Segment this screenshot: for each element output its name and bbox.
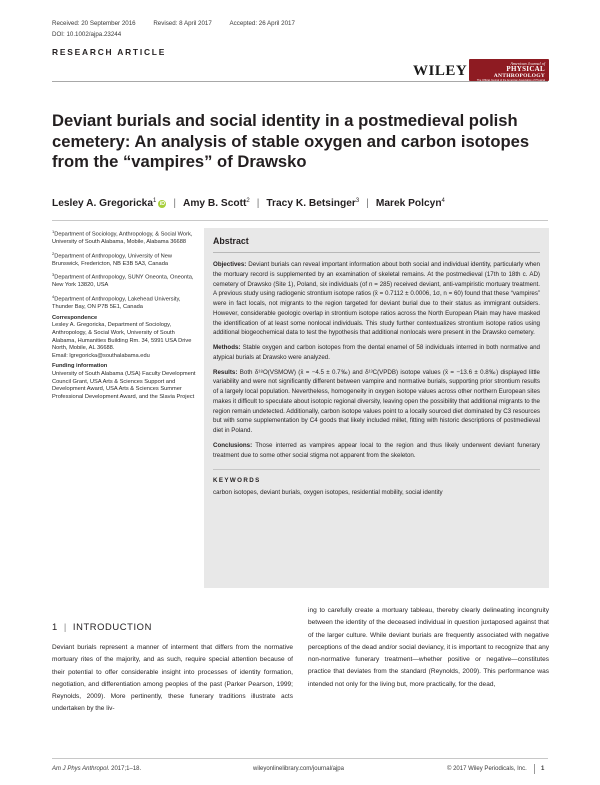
correspondence-email[interactable]: Email: lgregoricka@southalabama.edu [52, 352, 150, 359]
affiliation: $^2$Department of Anthropology, University of New Brunswick, Fredericton, NB E3B 5A3, Canada [52, 250, 173, 267]
section-heading-introduction [52, 621, 152, 632]
funding-heading: Funding information [52, 363, 108, 370]
author-separator: | [366, 198, 369, 209]
section-separator: | [63, 621, 67, 632]
affiliation: $^3$Department of Anthropology, SUNY Oneonta, Oneonta, New York 13820, USA [52, 272, 194, 289]
footer-divider [52, 758, 548, 759]
affiliations-column [52, 228, 198, 401]
author-list [52, 198, 445, 209]
journal-logo-line2: PHYSICAL [506, 65, 545, 73]
article-type-label: RESEARCH ARTICLE [52, 47, 167, 57]
abstract-objectives: Objectives: Deviant burials can reveal important information about both social and individual identity, particularly when the mortuary record is supplemented by an examination of skeletal remains. At the postmedieval (17th to 18th c. AD) cemetery of Drawsko (Site 1), Poland, six individuals (of n = 285) received deviant, anti-vampiristic mortuary treatment. A previous study using radiogenic strontium isotope ratios (x̄ = 0.7112 ± 0.0006, 1σ, n = 60) found that these “vampires” were in fact locals, not migrants to the region targeted for deviant burial due to their status as immigrant outsiders. However, considerable geologic overlap in strontium isotope ratios across the North European Plain may have masked the identification of at least some nonlocal individuals. This study further contextualizes strontium isotope ratios using additional biogeochemical data to test the hypothesis that additional nonlocals were present in the Drawsko cemetery. [213, 261, 540, 337]
doi[interactable]: DOI: 10.1002/ajpa.23244 [52, 31, 122, 38]
affiliation: $^1$Department of Sociology, Anthropology, & Social Work, University of South Alabama, Mobile, Alabama 36688 [52, 229, 193, 246]
body-column-right: ing to carefully create a mortuary tableau, thereby clearly delineating incongruity between the identity of the deceased individual in question juxtaposed against that of the larger culture. While deviant burials are frequently associated with negative perceptions of the dead and/or social deviancy, it is important to recognize that any non-normative funerary treatment—whether positive or negative—constitutes practice that deviates from the standard (Reynolds, 2009). This performance was intended not only for the living but, more practically, for the dead, [308, 607, 549, 688]
wiley-logo: WILEY [413, 63, 468, 79]
paper-title: Deviant burials and social identity in a postmedieval polish cemetery: An analysis of stable oxygen and carbon isotopes from the “vampires” of Drawsko [52, 111, 530, 172]
author-separator: | [173, 198, 176, 209]
header-divider [52, 81, 548, 82]
footer-copyright: © 2017 Wiley Periodicals, Inc. [447, 766, 527, 772]
article-dates [52, 20, 295, 27]
journal-logo-line4: Anthropologists [527, 82, 545, 85]
abstract-box [204, 228, 549, 588]
funding-text: University of South Alabama (USA) Faculty Development Council Grant, USA Arts & Sciences Support and Development Award, USA Arts & Sciences Summer Professional Development Award, and the Slavia Project [52, 370, 196, 400]
abstract-methods: Methods: Stable oxygen and carbon isotopes from the dental enamel of 58 individuals interred in both normative and atypical burials at Drawsko were analyzed. [213, 344, 540, 361]
author-name[interactable]: Lesley A. Gregoricka [52, 198, 153, 209]
accepted-date: Accepted: 26 April 2017 [229, 20, 295, 27]
page-number: 1 [541, 766, 545, 772]
author-name[interactable]: Marek Polcyn [375, 198, 442, 209]
correspondence-text: Lesley A. Gregoricka, Department of Sociology, Anthropology, & Social Work, University of South Alabama, Humanities Building Rm. 34, 5991 USA Drive North, Mobile, AL 36688. [52, 322, 192, 352]
affiliation: $^4$Department of Anthropology, Lakehead University, Thunder Bay, ON P7B 5E1, Canada [52, 294, 181, 311]
received-date: Received: 20 September 2016 [52, 20, 136, 27]
author-separator: | [256, 198, 260, 209]
author-affiliation-mark: 1 [152, 198, 157, 204]
journal-logo-line1: American Journal of [510, 61, 545, 66]
journal-logo [469, 59, 549, 85]
author-affiliation-mark: 4 [441, 198, 445, 204]
keywords-heading: KEYWORDS [213, 469, 540, 484]
author-affiliation-mark: 2 [246, 198, 250, 204]
author-name[interactable]: Tracy K. Betsinger [266, 198, 356, 209]
section-number: 1 [52, 621, 58, 632]
revised-date: Revised: 8 April 2017 [153, 20, 212, 27]
keywords-list: carbon isotopes, deviant burials, oxygen isotopes, residential mobility, social identity [213, 489, 443, 497]
abstract-results: Results: Both δ¹⁸O(VSMOW) (x̄ = −4.5 ± 0.7‰) and δ¹³C(VPDB) isotope values (x̄ = −13.6 ± 0.8‰) displayed little variability and were not significantly different between vampire and normative burials, supporting prior strontium results of a largely local population. Nevertheless, homogeneity in oxygen isotope values across other northern European sites makes it difficult to speculate about isotopic regional diversity, leaving open the possibility that additional migrants to the region remain undetected. Additionally, carbon isotope values point to a locally sourced diet dominated by C3 resources but with some supplementation by C4 goods that likely included millet, fitting with historic descriptions of postmedieval diet in Poland. [213, 368, 540, 434]
footer-url[interactable]: wileyonlinelibrary.com/journal/ajpa [253, 766, 344, 772]
abstract-heading: Abstract [213, 228, 540, 253]
author-name[interactable]: Amy B. Scott [182, 198, 247, 209]
correspondence-heading: Correspondence [52, 314, 98, 321]
journal-logo-line3: ANTHROPOLOGY [493, 73, 545, 79]
section-title: INTRODUCTION [72, 621, 152, 632]
footer-citation: Am J Phys Anthropol. 2017;1–18. [52, 766, 142, 772]
body-column-left: Deviant burials represent a manner of interment that differs from the normative mortuary rites of the majority, and as such, require special attention because of their potential to offer considerable insight into processes of identity formation, negotiation, and differentiation among peoples of the past (Parker Pearson, 1999; Reynolds, 2009). More pertinently, these funerary traditions illustrate acts undertaken by the liv- [52, 644, 293, 713]
footer-separator [534, 764, 535, 774]
author-affiliation-mark: 3 [355, 198, 360, 204]
orcid-icon[interactable]: iD [159, 201, 166, 207]
author-divider [52, 220, 548, 221]
abstract-conclusions: Conclusions: Those interred as vampires appear local to the region and thus likely underwent deviant funerary treatment due to some other social stigma not apparent from the skeleton. [213, 441, 540, 459]
